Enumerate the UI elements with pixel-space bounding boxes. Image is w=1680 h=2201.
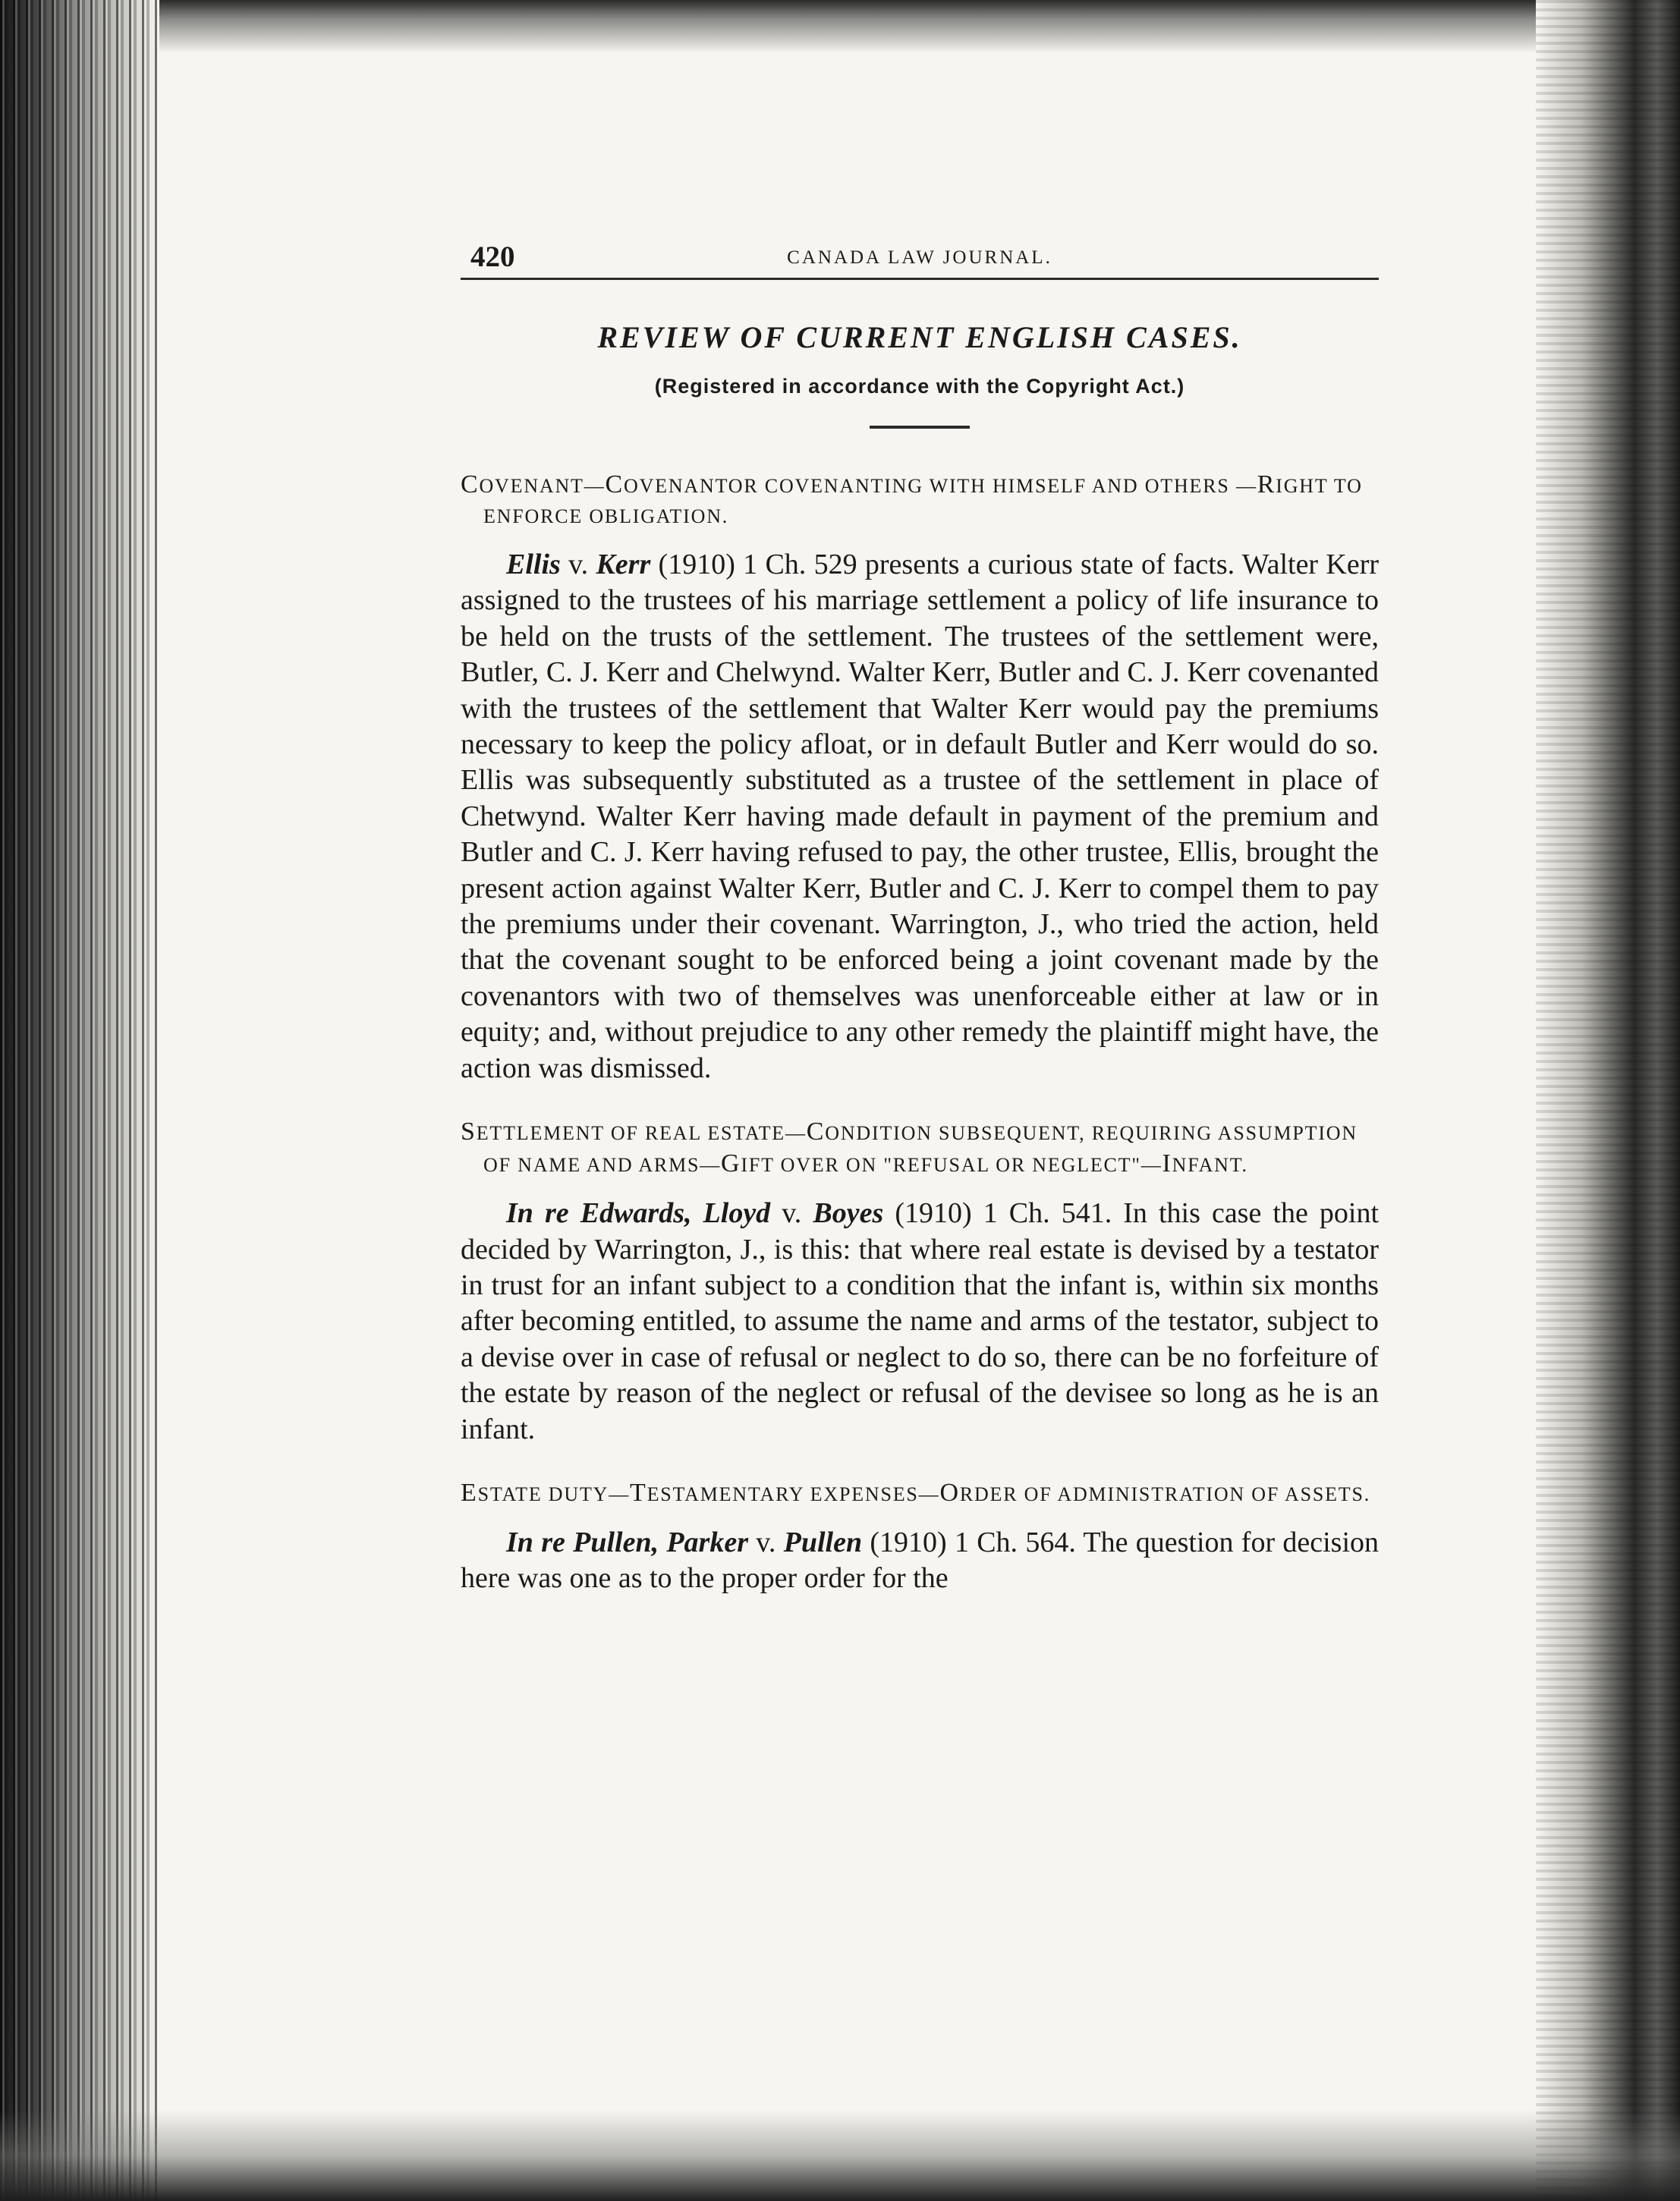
page-content: [461, 228, 1379, 1626]
scan-bottom-edge: [0, 2110, 1680, 2201]
case-citation-party: In re Edwards, Lloyd: [506, 1197, 771, 1230]
section-divider: [870, 426, 970, 429]
section-title: REVIEW OF CURRENT ENGLISH CASES.: [597, 320, 1242, 354]
running-head: [461, 228, 1379, 280]
case-citation-party: Kerr: [596, 549, 651, 580]
scan-binding-edge: [0, 0, 159, 2201]
case-citation-party: Boyes: [813, 1197, 884, 1230]
page-number: 420: [470, 241, 515, 273]
case-heading-covenant: COVENANT—COVENANTOR COVENANTING WITH HIMSELF AND OTHERS —RIGHT TO ENFORCE OBLIGATION.: [461, 470, 1363, 527]
case-citation-party: Ellis: [506, 549, 561, 580]
copyright-note: (Registered in accordance with the Copyright Act.): [654, 375, 1185, 398]
case-citation-party: In re Pullen, Parker: [506, 1526, 749, 1558]
scan-top-edge: [0, 0, 1680, 53]
case-body-ellis-v-kerr: Ellis v. Kerr (1910) 1 Ch. 529 presents a curious state of facts. Walter Kerr assigned to the trustees of his marriage settlement a policy of life insurance to be held on the trusts of the settlement. The trustees of the settlement were, Butler, C. J. Kerr and Chelwynd. Walter Kerr, Butler and C. J. Kerr covenanted with the trustees of the settlement that Walter Kerr would pay the premiums necessary to keep the policy afloat, or in default Butler and Kerr would do so. Ellis was subsequently substituted as a trustee of the settlement in place of Chetwynd. Walter Kerr having made default in payment of the premium and Butler and C. J. Kerr having refused to pay, the other trustee, Ellis, brought the present action against Walter Kerr, Butler and C. J. Kerr to compel them to pay the premiums under their covenant. Warrington, J., who tried the action, held that the covenant sought to be enforced being a joint covenant made by the covenantors with two of themselves was unenforceable either at law or in equity; and, without prejudice to any other remedy the plaintiff might have, the action was dismissed.: [461, 549, 1379, 1084]
case-heading-estate-duty: ESTATE DUTY—TESTAMENTARY EXPENSES—ORDER OF ADMINISTRATION OF ASSETS.: [461, 1478, 1371, 1507]
case-body-in-re-pullen: In re Pullen, Parker v. Pullen (1910) 1 Ch. 564. The question for decision here was one as to the proper order for the: [461, 1526, 1380, 1595]
case-heading-settlement: SETTLEMENT OF REAL ESTATE—CONDITION SUBSEQUENT, REQUIRING ASSUMPTION OF NAME AND ARMS—GIFT OVER ON "REFUSAL OR NEGLECT"—INFANT.: [461, 1118, 1358, 1178]
case-citation-party: Pullen: [783, 1526, 863, 1558]
case-body-in-re-edwards: In re Edwards, Lloyd v. Boyes (1910) 1 Ch. 541. In this case the point decided by Warrington, J., is this: that where real estate is devised by a testator in trust for an infant subject to a condition that the infant is, within six months after becoming entitled, to assume the name and arms of the testator, subject to a devise over in case of refusal or neglect to do so, there can be no forfeiture of the estate by reason of the neglect or refusal of the devisee so long as he is an infant.: [461, 1197, 1380, 1445]
scan-right-edge: [1536, 0, 1680, 2201]
journal-name: CANADA LAW JOURNAL.: [787, 247, 1052, 268]
